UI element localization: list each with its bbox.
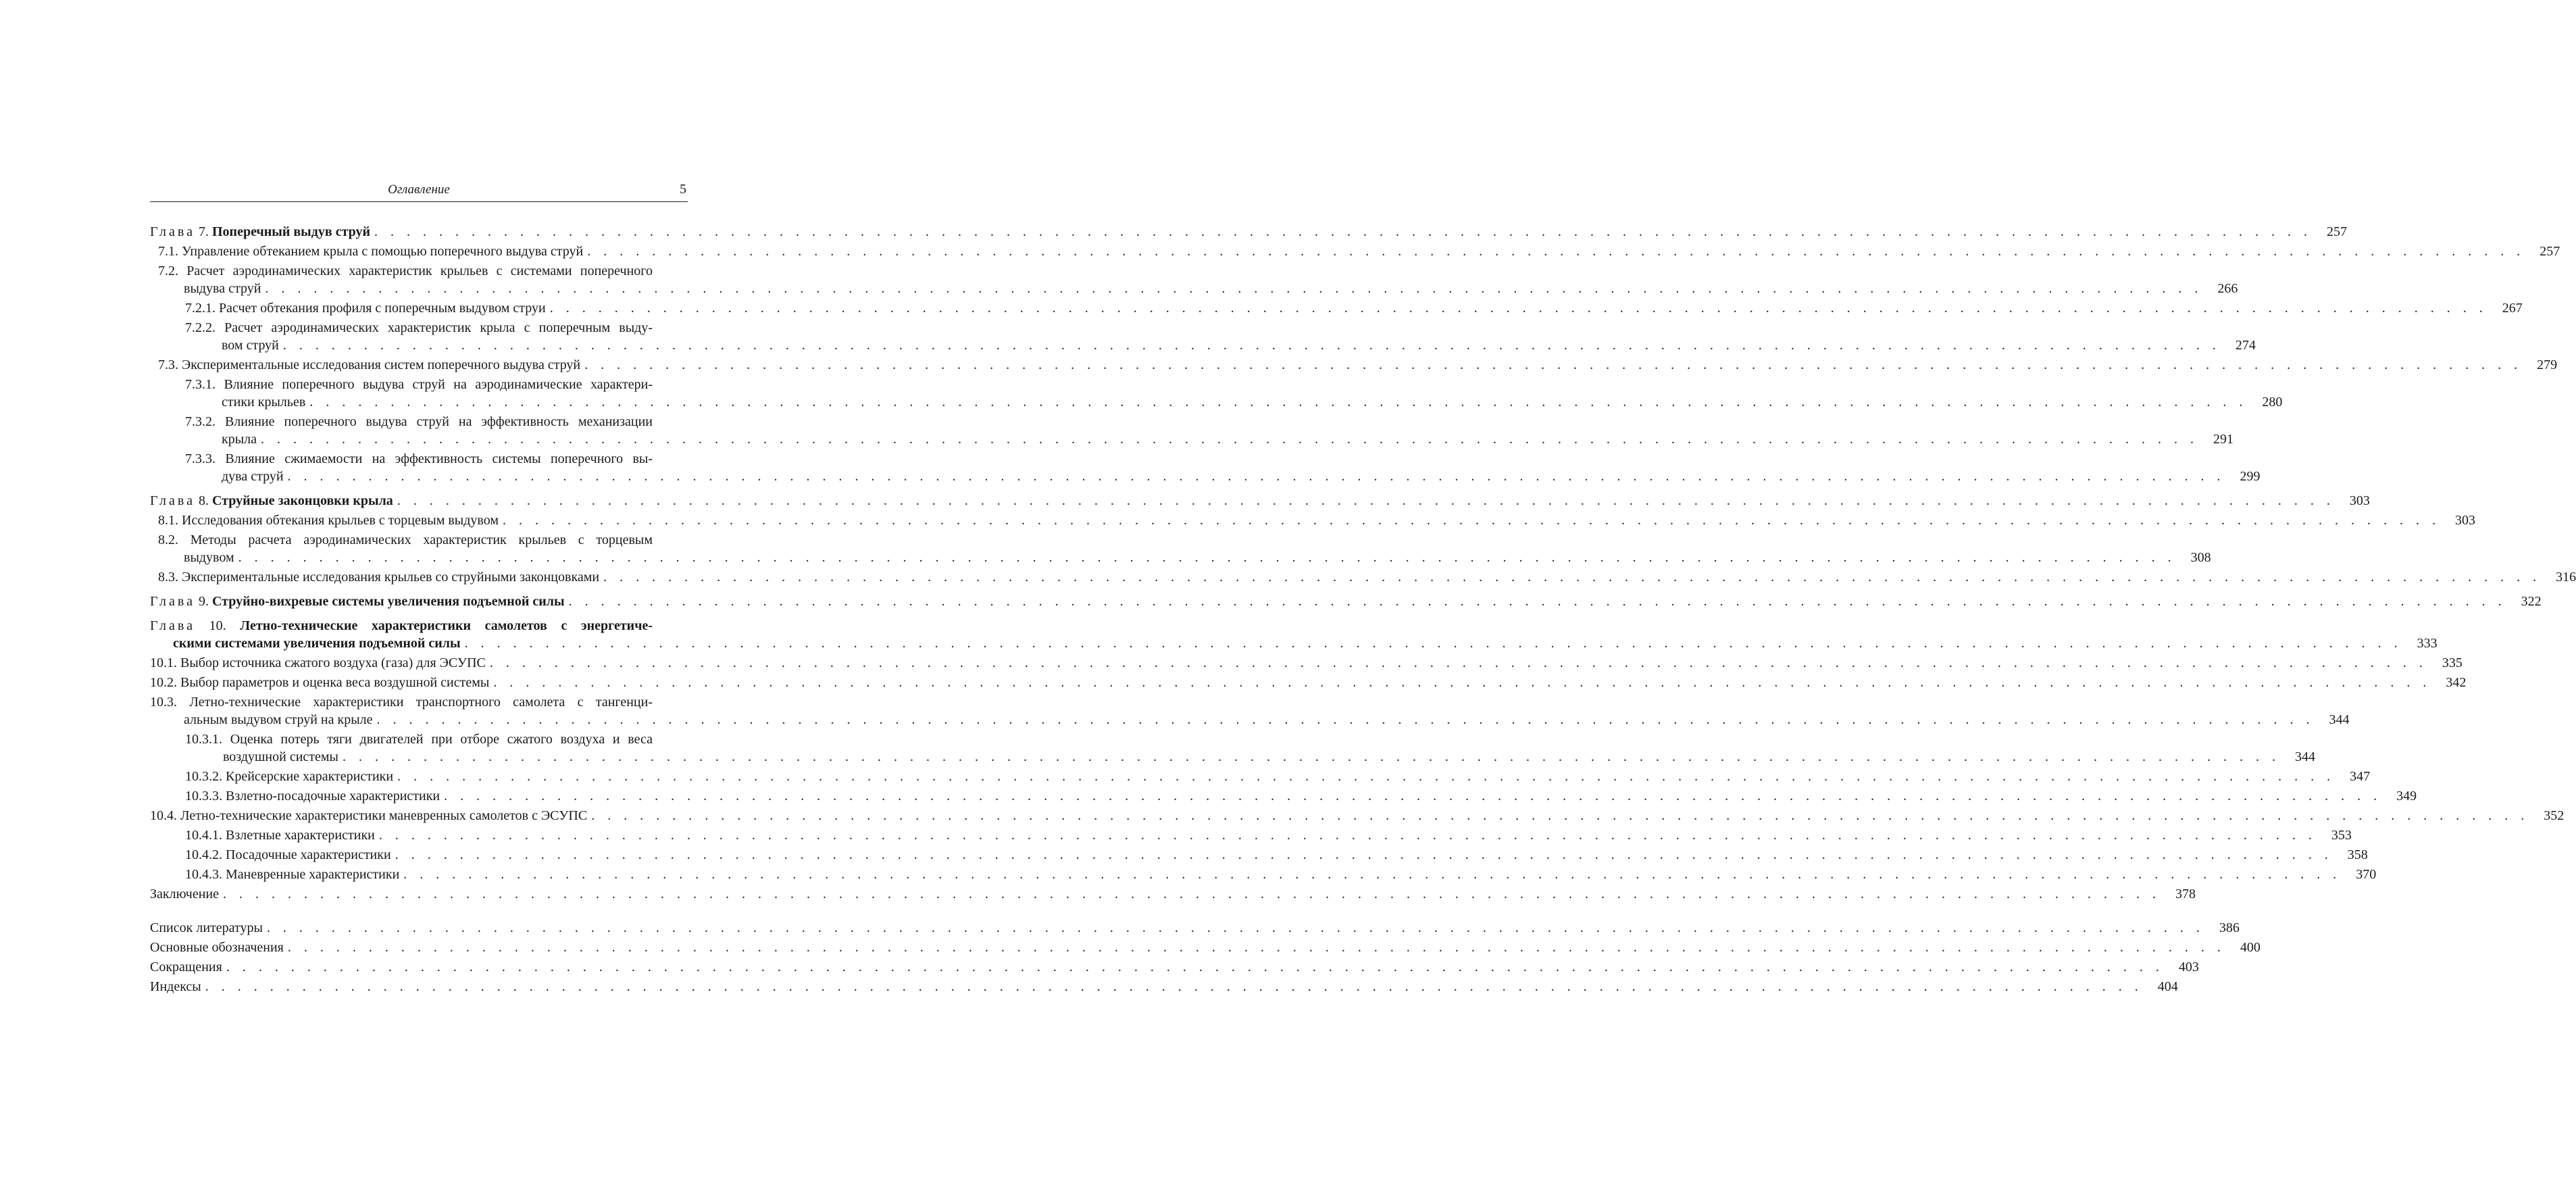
dot-leader: . . . . . . . . . . . . . . . . . . . . . . . . . . . . . . . . . . . . . . . . . . . . . . . . . . . . . . . . . . . . . . . . . . . . . . . . . . . . . . . . . . . . . . . . . . . . . . . . . . . . . . . . . . . . . . . . . . . . . . . . [205,979,2143,994]
dot-leader: . . . . . . . . . . . . . . . . . . . . . . . . . . . . . . . . . . . . . . . . . . . . . . . . . . . . . . . . . . . . . . . . . . . . . . . . . . . . . . . . . . . . . . . . . . . . . . . . . . . . . . . . . . . . . . . . . . . . . . . . [261,432,2199,447]
dot-leader: . . . . . . . . . . . . . . . . . . . . . . . . . . . . . . . . . . . . . . . . . . . . . . . . . . . . . . . . . . . . . . . . . . . . . . . . . . . . . . . . . . . . . . . . . . . . . . . . . . . . . . . . . . . . . . . . . . . . . . . . [591,808,2529,823]
entry-number: 7.2.1. [185,301,216,316]
entry-number: 9. [198,594,209,609]
entry-title [173,635,461,652]
table-of-contents [150,223,2576,995]
chapter-label: Глава [150,618,195,633]
entry-page-number: 257 [2540,244,2560,259]
entry-last-line [150,468,2261,485]
entry-last-line [150,280,2238,297]
entry-title [185,866,399,883]
dot-leader: . . . . . . . . . . . . . . . . . . . . . . . . . . . . . . . . . . . . . . . . . . . . . . . . . . . . . . . . . . . . . . . . . . . . . . . . . . . . . . . . . . . . . . . . . . . . . . . . . . . . . . . . . . . . . . . . . . . . . . . . [444,789,2382,804]
chapter-label: Глава [150,224,195,239]
entry-number: 7. [198,224,209,239]
entry-title-line [150,262,653,280]
entry-title-text: Список литературы [150,920,263,935]
entry-title-text: Индексы [150,979,201,994]
entry-title [150,223,370,241]
entry-title-text: Сокращения [150,960,222,974]
entry-page-number: 378 [2175,887,2196,901]
toc-entry-s101[interactable] [150,654,2463,672]
entry-page-number: 279 [2537,357,2558,372]
entry-last-line [150,635,2438,652]
toc-entry-s1043[interactable] [150,866,2377,883]
dot-leader: . . . . . . . . . . . . . . . . . . . . . . . . . . . . . . . . . . . . . . . . . . . . . . . . . . . . . . . . . . . . . . . . . . . . . . . . . . . . . . . . . . . . . . . . . . . . . . . . . . . . . . . . . . . . . . . . . . . . . . . . [503,513,2441,528]
entry-page-number: 403 [2178,960,2199,974]
entry-title-text: Струйные законцовки крыла [211,493,393,508]
toc-entry-s731[interactable] [150,376,2283,411]
toc-entry-s102[interactable] [150,674,2467,691]
toc-entry-s83[interactable] [150,568,2576,586]
dot-leader: . . . . . . . . . . . . . . . . . . . . . . . . . . . . . . . . . . . . . . . . . . . . . . . . . . . . . . . . . . . . . . . . . . . . . . . . . . . . . . . . . . . . . . . . . . . . . . . . . . . . . . . . . . . . . . . . . . . . . . . . [603,570,2542,585]
entry-title-text: Посадочные характеристики [226,847,391,862]
toc-entry-s73[interactable] [150,356,2558,374]
entry-title [150,593,565,610]
entry-title-text: скими системами увеличения подъемной силы [173,636,461,651]
entry-title-line [150,617,653,635]
entry-number: 7.2. [158,264,178,278]
toc-entry-ch7[interactable] [150,223,2348,241]
entry-title-text: Летно-технические характеристики маневренных самолетов с ЭСУПС [180,808,588,823]
entry-last-line [150,768,2371,785]
entry-title-text: Выбор источника сжатого воздуха (газа) для ЭСУПС [180,656,486,670]
toc-entry-s1042[interactable] [150,846,2368,864]
entry-page-number: 303 [2455,513,2476,528]
entry-page-number: 274 [2235,338,2256,353]
toc-entry-s103[interactable] [150,693,2350,728]
entry-title-text: Струйно-вихревые системы увеличения подъемной силы [211,594,565,609]
dot-leader: . . . . . . . . . . . . . . . . . . . . . . . . . . . . . . . . . . . . . . . . . . . . . . . . . . . . . . . . . . . . . . . . . . . . . . . . . . . . . . . . . . . . . . . . . . . . . . . . . . . . . . . . . . . . . . . . . . . . . . . . [397,493,2335,508]
entry-number: 10.4.3. [185,867,222,882]
entry-last-line [150,787,2417,805]
entry-page-number: 344 [2329,712,2350,727]
entry-title [150,939,284,956]
entry-title-text: Взлетно-посадочные характеристики [226,789,440,804]
entry-title-text: Летно-технические характеристики транспортного самолета с тангенци- [189,695,653,710]
entry-page-number: 322 [2521,594,2542,609]
entry-title [185,826,375,844]
entry-title [184,549,234,566]
entry-title-text: воздушной системы [223,749,338,764]
entry-title-line [150,693,653,711]
entry-page-number: 303 [2349,493,2370,508]
entry-page-number: 400 [2240,940,2261,955]
dot-leader: . . . . . . . . . . . . . . . . . . . . . . . . . . . . . . . . . . . . . . . . . . . . . . . . . . . . . . . . . . . . . . . . . . . . . . . . . . . . . . . . . . . . . . . . . . . . . . . . . . . . . . . . . . . . . . . . . . . . . . . . [489,656,2427,670]
entry-title [184,280,261,297]
dot-leader: . . . . . . . . . . . . . . . . . . . . . . . . . . . . . . . . . . . . . . . . . . . . . . . . . . . . . . . . . . . . . . . . . . . . . . . . . . . . . . . . . . . . . . . . . . . . . . . . . . . . . . . . . . . . . . . . . . . . . . . . [374,224,2313,239]
dot-leader: . . . . . . . . . . . . . . . . . . . . . . . . . . . . . . . . . . . . . . . . . . . . . . . . . . . . . . . . . . . . . . . . . . . . . . . . . . . . . . . . . . . . . . . . . . . . . . . . . . . . . . . . . . . . . . . . . . . . . . . . [397,769,2335,784]
entry-page-number: 316 [2556,570,2576,585]
dot-leader: . . . . . . . . . . . . . . . . . . . . . . . . . . . . . . . . . . . . . . . . . . . . . . . . . . . . . . . . . . . . . . . . . . . . . . . . . . . . . . . . . . . . . . . . . . . . . . . . . . . . . . . . . . . . . . . . . . . . . . . . [226,960,2164,974]
entry-title-text: выдувом [184,550,234,565]
entry-title [158,512,499,529]
entry-last-line [150,826,2352,844]
entry-title [150,885,219,903]
entry-page-number: 266 [2217,281,2238,296]
entry-title [222,430,257,448]
entry-title [223,748,338,766]
entry-title-text: крыла [222,432,257,447]
entry-page-number: 308 [2190,550,2211,565]
entry-title [222,468,284,485]
entry-title-text: стики крыльев [222,395,306,410]
entry-title-text: Поперечный выдув струй [211,224,371,239]
entry-number: 7.1. [158,244,178,259]
entry-last-line [150,512,2476,529]
dot-leader: . . . . . . . . . . . . . . . . . . . . . . . . . . . . . . . . . . . . . . . . . . . . . . . . . . . . . . . . . . . . . . . . . . . . . . . . . . . . . . . . . . . . . . . . . . . . . . . . . . . . . . . . . . . . . . . . . . . . . . . . [493,675,2431,690]
dot-leader: . . . . . . . . . . . . . . . . . . . . . . . . . . . . . . . . . . . . . . . . . . . . . . . . . . . . . . . . . . . . . . . . . . . . . . . . . . . . . . . . . . . . . . . . . . . . . . . . . . . . . . . . . . . . . . . . . . . . . . . . [343,749,2280,764]
toc-entry-s733[interactable] [150,450,2261,485]
entry-page-number: 353 [2331,828,2352,843]
entry-number: 7.2.2. [185,320,216,335]
entry-page-number: 280 [2262,395,2283,410]
entry-title [158,568,599,586]
entry-title-text: дува струй [222,469,284,484]
entry-title-line [150,319,653,337]
entry-last-line [150,748,2315,766]
entry-title-line [150,731,653,748]
toc-entry-s1032[interactable] [150,768,2371,785]
dot-leader: . . . . . . . . . . . . . . . . . . . . . . . . . . . . . . . . . . . . . . . . . . . . . . . . . . . . . . . . . . . . . . . . . . . . . . . . . . . . . . . . . . . . . . . . . . . . . . . . . . . . . . . . . . . . . . . . . . . . . . . . [403,867,2342,882]
dot-leader: . . . . . . . . . . . . . . . . . . . . . . . . . . . . . . . . . . . . . . . . . . . . . . . . . . . . . . . . . . . . . . . . . . . . . . . . . . . . . . . . . . . . . . . . . . . . . . . . . . . . . . . . . . . . . . . . . . . . . . . . [309,395,2248,410]
entry-last-line [150,337,2256,354]
entry-number: 8. [198,493,209,508]
entry-number: 10.2. [150,675,177,690]
entry-title-text: Расчет обтекания профиля с поперечным выдувом струи [219,301,546,316]
dot-leader: . . . . . . . . . . . . . . . . . . . . . . . . . . . . . . . . . . . . . . . . . . . . . . . . . . . . . . . . . . . . . . . . . . . . . . . . . . . . . . . . . . . . . . . . . . . . . . . . . . . . . . . . . . . . . . . . . . . . . . . . [584,357,2523,372]
entry-number: 10.4.2. [185,847,222,862]
entry-page-number: 342 [2446,675,2467,690]
entry-last-line [150,711,2350,728]
dot-leader: . . . . . . . . . . . . . . . . . . . . . . . . . . . . . . . . . . . . . . . . . . . . . . . . . . . . . . . . . . . . . . . . . . . . . . . . . . . . . . . . . . . . . . . . . . . . . . . . . . . . . . . . . . . . . . . . . . . . . . . . [223,887,2161,901]
dot-leader: . . . . . . . . . . . . . . . . . . . . . . . . . . . . . . . . . . . . . . . . . . . . . . . . . . . . . . . . . . . . . . . . . . . . . . . . . . . . . . . . . . . . . . . . . . . . . . . . . . . . . . . . . . . . . . . . . . . . . . . . [378,828,2317,843]
entry-page-number: 299 [2240,469,2261,484]
entry-title-text: альным выдувом струй на крыле [184,712,373,727]
entry-number: 7.3. [158,357,178,372]
entry-title-text: Выбор параметров и оценка веса воздушной системы [180,675,490,690]
entry-page-number: 386 [2219,920,2240,935]
entry-last-line [150,939,2261,956]
entry-page-number: 344 [2295,749,2315,764]
toc-entry-s71[interactable] [150,243,2560,260]
page-number: 5 [680,182,686,197]
entry-page-number: 404 [2157,979,2178,994]
entry-last-line [150,356,2558,374]
entry-title-line [150,413,653,430]
entry-last-line [150,885,2196,903]
entry-title [185,787,440,805]
dot-leader: . . . . . . . . . . . . . . . . . . . . . . . . . . . . . . . . . . . . . . . . . . . . . . . . . . . . . . . . . . . . . . . . . . . . . . . . . . . . . . . . . . . . . . . . . . . . . . . . . . . . . . . . . . . . . . . . . . . . . . . . [282,338,2221,353]
entry-title [150,807,587,824]
entry-page-number: 257 [2327,224,2348,239]
running-head-title: Оглавление [388,182,450,197]
dot-leader: . . . . . . . . . . . . . . . . . . . . . . . . . . . . . . . . . . . . . . . . . . . . . . . . . . . . . . . . . . . . . . . . . . . . . . . . . . . . . . . . . . . . . . . . . . . . . . . . . . . . . . . . . . . . . . . . . . . . . . . . [395,847,2333,862]
toc-entry-abbr[interactable] [150,958,2199,976]
entry-title [150,978,201,995]
entry-title [150,492,393,510]
dot-leader: . . . . . . . . . . . . . . . . . . . . . . . . . . . . . . . . . . . . . . . . . . . . . . . . . . . . . . . . . . . . . . . . . . . . . . . . . . . . . . . . . . . . . . . . . . . . . . . . . . . . . . . . . . . . . . . . . . . . . . . . [266,920,2204,935]
entry-last-line [150,866,2377,883]
toc-entry-s722[interactable] [150,319,2256,354]
toc-entry-s82[interactable] [150,531,2211,566]
entry-number: 10.1. [150,656,177,670]
entry-last-line [150,958,2199,976]
dot-leader: . . . . . . . . . . . . . . . . . . . . . . . . . . . . . . . . . . . . . . . . . . . . . . . . . . . . . . . . . . . . . . . . . . . . . . . . . . . . . . . . . . . . . . . . . . . . . . . . . . . . . . . . . . . . . . . . . . . . . . . . [376,712,2315,727]
toc-entry-s104[interactable] [150,807,2565,824]
running-head [150,181,688,202]
entry-page-number: 358 [2347,847,2368,862]
entry-title-text: Влияние сжимаемости на эффективность системы поперечного вы- [225,451,653,466]
dot-leader: . . . . . . . . . . . . . . . . . . . . . . . . . . . . . . . . . . . . . . . . . . . . . . . . . . . . . . . . . . . . . . . . . . . . . . . . . . . . . . . . . . . . . . . . . . . . . . . . . . . . . . . . . . . . . . . . . . . . . . . . [464,636,2402,651]
entry-title-text: Маневренные характеристики [226,867,400,882]
entry-title-line [150,531,653,549]
entry-number: 10. [209,618,226,633]
entry-title-text: Крейсерские характеристики [226,769,394,784]
entry-last-line [150,243,2560,260]
entry-last-line [150,549,2211,566]
entry-page-number: 349 [2396,789,2417,804]
entry-title [222,337,279,354]
entry-last-line [150,568,2576,586]
entry-last-line [150,492,2370,510]
dot-leader: . . . . . . . . . . . . . . . . . . . . . . . . . . . . . . . . . . . . . . . . . . . . . . . . . . . . . . . . . . . . . . . . . . . . . . . . . . . . . . . . . . . . . . . . . . . . . . . . . . . . . . . . . . . . . . . . . . . . . . . . [265,281,2203,296]
entry-title-text: Заключение [150,887,219,901]
entry-number: 7.3.1. [185,377,216,392]
entry-title-line [150,450,653,468]
chapter-label: Глава [150,493,195,508]
entry-title-text: Управление обтеканием крыла с помощью поперечного выдува струй [182,244,584,259]
entry-title-line [150,376,653,393]
entry-number: 10.3.3. [185,789,222,804]
entry-number: 10.3.1. [185,732,222,747]
entry-number: 10.3. [150,695,177,710]
entry-number: 8.2. [158,533,178,547]
entry-title-text: Оценка потерь тяги двигателей при отборе сжатого воздуха и веса [230,732,653,747]
toc-entry-notation[interactable] [150,939,2261,956]
entry-number: 8.3. [158,570,178,585]
entry-title-text: Расчет аэродинамических характеристик крыла с поперечным выду- [224,320,653,335]
toc-entry-refs[interactable] [150,919,2240,937]
entry-last-line [150,919,2240,937]
entry-title [185,846,391,864]
entry-page-number: 352 [2544,808,2565,823]
toc-entry-index[interactable] [150,978,2178,995]
toc-entry-s1031[interactable] [150,731,2315,766]
chapter-label: Глава [150,594,195,609]
toc-entry-ch10[interactable] [150,617,2438,652]
entry-number: 10.4. [150,808,177,823]
toc-entry-s721[interactable] [150,299,2523,317]
entry-title-text: Влияние поперечного выдува струй на эффективность механизации [224,414,653,429]
toc-entry-s72[interactable] [150,262,2238,297]
entry-last-line [150,846,2368,864]
toc-entry-ch8[interactable] [150,492,2370,510]
entry-page-number: 335 [2442,656,2463,670]
entry-title-text: Влияние поперечного выдува струй на аэродинамические характери- [224,377,653,392]
entry-last-line [150,299,2523,317]
dot-leader: . . . . . . . . . . . . . . . . . . . . . . . . . . . . . . . . . . . . . . . . . . . . . . . . . . . . . . . . . . . . . . . . . . . . . . . . . . . . . . . . . . . . . . . . . . . . . . . . . . . . . . . . . . . . . . . . . . . . . . . . [568,594,2506,609]
entry-title-text: Исследования обтекания крыльев с торцевым выдувом [182,513,499,528]
entry-title [150,654,486,672]
entry-title [158,356,580,374]
dot-leader: . . . . . . . . . . . . . . . . . . . . . . . . . . . . . . . . . . . . . . . . . . . . . . . . . . . . . . . . . . . . . . . . . . . . . . . . . . . . . . . . . . . . . . . . . . . . . . . . . . . . . . . . . . . . . . . . . . . . . . . . [238,550,2176,565]
toc-entry-ch9[interactable] [150,593,2542,610]
entry-title-text: Расчет аэродинамических характеристик крыльев с системами поперечного [186,264,653,278]
entry-title [222,393,305,411]
dot-leader: . . . . . . . . . . . . . . . . . . . . . . . . . . . . . . . . . . . . . . . . . . . . . . . . . . . . . . . . . . . . . . . . . . . . . . . . . . . . . . . . . . . . . . . . . . . . . . . . . . . . . . . . . . . . . . . . . . . . . . . . [287,940,2225,955]
entry-number: 7.3.3. [185,451,216,466]
entry-title-text: вом струй [222,338,279,353]
entry-page-number: 370 [2356,867,2377,882]
dot-leader: . . . . . . . . . . . . . . . . . . . . . . . . . . . . . . . . . . . . . . . . . . . . . . . . . . . . . . . . . . . . . . . . . . . . . . . . . . . . . . . . . . . . . . . . . . . . . . . . . . . . . . . . . . . . . . . . . . . . . . . . [287,469,2225,484]
entry-last-line [150,393,2283,411]
toc-entry-s1041[interactable] [150,826,2352,844]
entry-number: 10.4.1. [185,828,222,843]
entry-title-text: Экспериментальные исследования крыльев со струйными законцовками [182,570,600,585]
entry-title [185,768,393,785]
entry-number: 8.1. [158,513,178,528]
entry-title-text: Экспериментальные исследования систем поперечного выдува струй [182,357,581,372]
entry-title [185,299,546,317]
entry-last-line [150,593,2542,610]
entry-title [150,674,489,691]
toc-entry-s81[interactable] [150,512,2476,529]
entry-last-line [150,430,2234,448]
entry-last-line [150,654,2463,672]
entry-title [184,711,372,728]
entry-title-text: Методы расчета аэродинамических характеристик крыльев с торцевым [190,533,653,547]
toc-entry-s1033[interactable] [150,787,2417,805]
toc-entry-s732[interactable] [150,413,2234,448]
entry-last-line [150,223,2348,241]
entry-number: 10.3.2. [185,769,222,784]
entry-last-line [150,807,2565,824]
entry-title-text: выдува струй [184,281,261,296]
entry-page-number: 291 [2213,432,2234,447]
entry-last-line [150,978,2178,995]
entry-last-line [150,674,2467,691]
entry-page-number: 267 [2502,301,2523,316]
entry-title-text: Взлетные характеристики [226,828,375,843]
dot-leader: . . . . . . . . . . . . . . . . . . . . . . . . . . . . . . . . . . . . . . . . . . . . . . . . . . . . . . . . . . . . . . . . . . . . . . . . . . . . . . . . . . . . . . . . . . . . . . . . . . . . . . . . . . . . . . . . . . . . . . . . [587,244,2525,259]
entry-page-number: 347 [2350,769,2371,784]
entry-title [158,243,583,260]
entry-number: 7.3.2. [185,414,216,429]
entry-title [150,919,263,937]
dot-leader: . . . . . . . . . . . . . . . . . . . . . . . . . . . . . . . . . . . . . . . . . . . . . . . . . . . . . . . . . . . . . . . . . . . . . . . . . . . . . . . . . . . . . . . . . . . . . . . . . . . . . . . . . . . . . . . . . . . . . . . . [549,301,2487,316]
entry-title [150,958,222,976]
entry-page-number: 333 [2417,636,2438,651]
entry-title-text: Основные обозначения [150,940,284,955]
toc-entry-concl[interactable] [150,885,2196,903]
entry-title-text: Летно-технические характеристики самолетов с энергетиче- [240,618,653,633]
